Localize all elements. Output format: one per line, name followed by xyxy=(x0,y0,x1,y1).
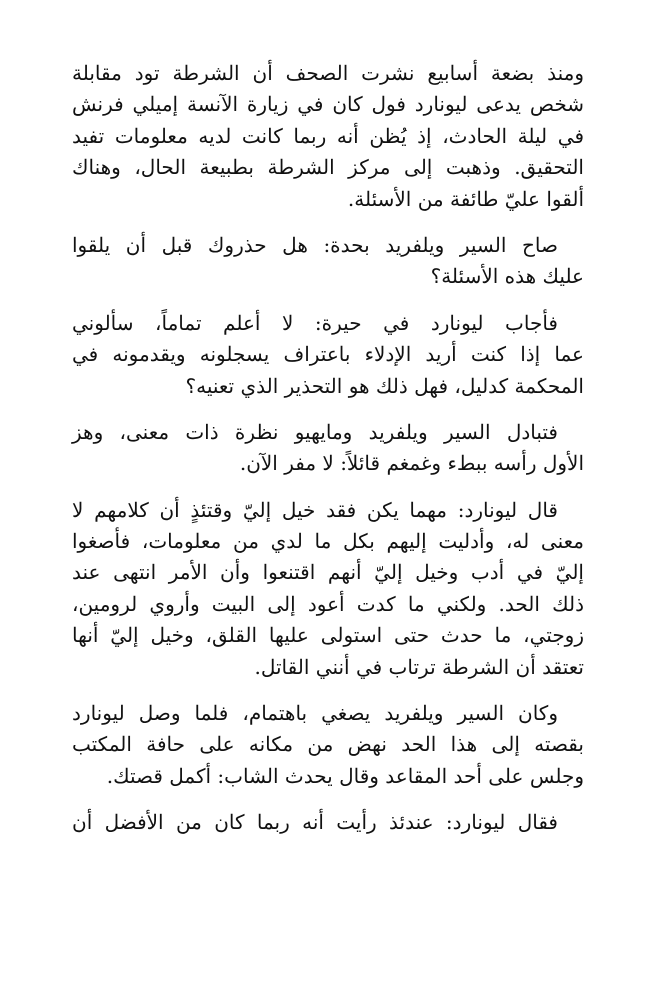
text-line: في ليلة الحادث، إذ يُظن أنه ربما كانت لديه معلومات تفيد xyxy=(72,123,585,148)
text-line: وجلس على أحد المقاعد وقال يحدث الشاب: أكمل قصتك. xyxy=(106,763,584,788)
book-page xyxy=(72,58,584,839)
text-line: الأول رأسه ببطء وغمغم قائلاً: لا مفر الآن. xyxy=(239,451,584,476)
paragraph-4 xyxy=(72,417,584,480)
text-line: معنى له، وأدليت إليهم بكل ما لدي من معلومات، فأصغوا xyxy=(72,529,585,554)
text-line: فأجاب ليونارد في حيرة: لا أعلم تماماً، سألوني xyxy=(72,310,558,335)
text-line: بقصته إلى هذا الحد نهض من مكانه على حافة المكتب xyxy=(72,732,584,757)
text-line: ذلك الحد. ولكني ما كدت أعود إلى البيت وأروي لرومين، xyxy=(72,591,584,616)
paragraph-5 xyxy=(72,495,584,683)
text-line: عليك هذه الأسئلة؟ xyxy=(430,264,584,289)
text-line: قال ليونارد: مهما يكن فقد خيل إليّ وقتئذٍ أن كلامهم لا xyxy=(72,497,558,522)
paragraph-2 xyxy=(72,230,584,293)
text-line: التحقيق. وذهبت إلى مركز الشرطة بطبيعة الحال، وهناك xyxy=(72,155,584,180)
paragraph-1 xyxy=(72,58,584,215)
text-line: زوجتي، ما حدث حتى استولى عليها القلق، وخيل إليّ أنها xyxy=(72,623,584,648)
text-line: المحكمة كدليل، فهل ذلك هو التحذير الذي تعنيه؟ xyxy=(185,373,584,398)
text-line: شخص يدعى ليونارد فول كان في زيارة الآنسة إميلي فرنش xyxy=(72,92,584,117)
paragraph-7 xyxy=(72,807,584,838)
paragraph-6 xyxy=(72,698,584,792)
paragraph-3 xyxy=(72,308,584,402)
text-line: تعتقد أن الشرطة ترتاب في أنني القاتل. xyxy=(254,654,584,679)
text-line: ألقوا عليّ طائفة من الأسئلة. xyxy=(347,186,584,211)
text-line: ومنذ بضعة أسابيع نشرت الصحف أن الشرطة تود مقابلة xyxy=(72,61,584,85)
text-line: فتبادل السير ويلفريد ومايهيو نظرة ذات معنى، وهز xyxy=(72,419,558,444)
text-line: وكان السير ويلفريد يصغي باهتمام، فلما وصل ليونارد xyxy=(72,701,558,726)
text-line: صاح السير ويلفريد بحدة: هل حذروك قبل أن يلقوا xyxy=(72,232,558,257)
text-line: إليّ في أدب وخيل إليّ أنهم اقتنعوا وأن الأمر انتهى عند xyxy=(72,560,584,585)
text-line: فقال ليونارد: عندئذ رأيت أنه ربما كان من الأفضل أن xyxy=(72,810,558,835)
text-line: عما إذا كنت أريد الإدلاء باعتراف يسجلونه ويقدمونه في xyxy=(72,342,584,367)
